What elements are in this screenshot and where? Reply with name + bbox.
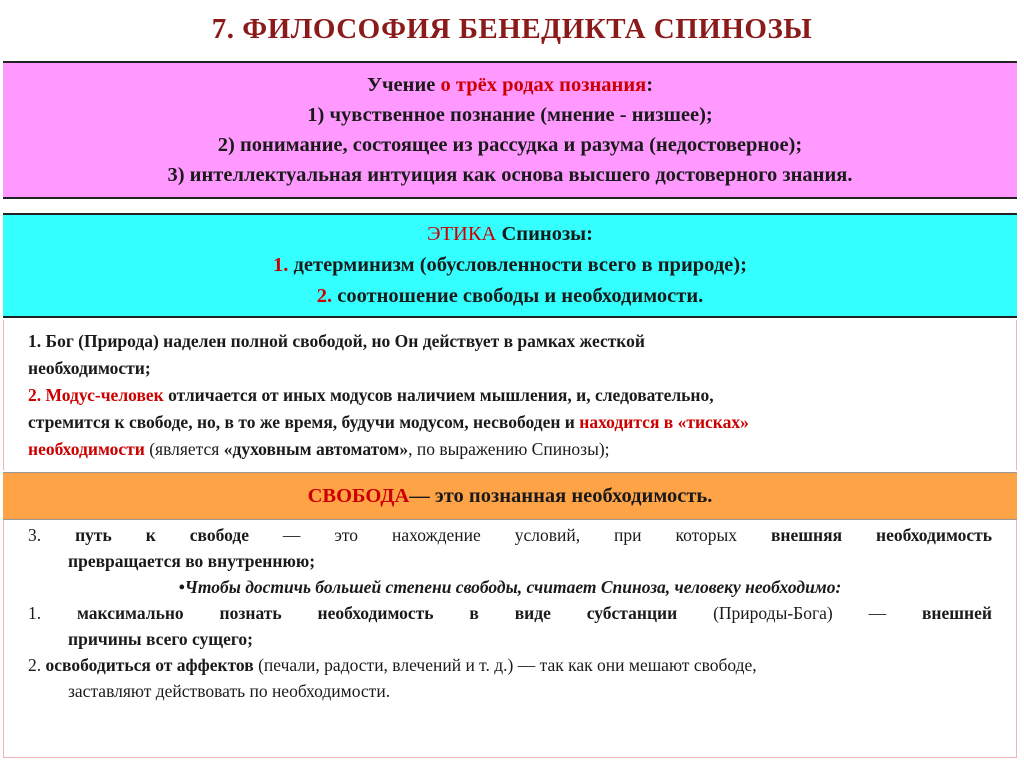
point-2-line-3-normal-2: , по выражению Спинозы);	[408, 439, 610, 459]
path-3-bold: путь к свободе	[75, 525, 249, 545]
point-2-line-2-red: находится в «тисках»	[579, 412, 749, 432]
ethics-item-text: соотношение свободы и необходимости.	[332, 285, 704, 307]
knowledge-intro	[367, 70, 653, 100]
point-2-line-2-text: стремится к свободе, но, в то же время, будучи модусом, несвободен и	[28, 412, 580, 432]
path-3-line-2: превращается во внутреннюю;	[68, 551, 316, 571]
point-1-line-2: необходимости;	[28, 358, 151, 378]
ethics-item-number: 1.	[273, 254, 289, 276]
path-item-1-line-1	[28, 600, 992, 626]
ethics-item	[273, 250, 747, 281]
slide-title: 7. ФИЛОСОФИЯ БЕНЕДИКТА СПИНОЗЫ	[211, 12, 813, 45]
path-item-1-number: 1.	[28, 603, 77, 623]
path-item-1-line-2: причины всего сущего;	[68, 629, 253, 649]
ethics-panel	[3, 213, 1017, 318]
knowledge-intro-suffix: :	[646, 74, 654, 96]
knowledge-item: 3) интеллектуальная интуиция как основа высшего достоверного знания.	[167, 164, 853, 186]
freedom-highlight: СВОБОДА	[307, 484, 410, 507]
path-item-2-normal: (печали, радости, влечений и т. д.) — так как они мешают свободе,	[253, 655, 757, 675]
point-2-line-2	[28, 409, 990, 436]
knowledge-item: 1) чувственное познание (мнение - низшее);	[307, 104, 713, 126]
knowledge-panel	[3, 61, 1017, 199]
point-2-highlight: Модус-человек	[45, 385, 164, 405]
points-panel	[3, 320, 1017, 470]
path-3-bold-2: внешняя необходимость	[770, 525, 993, 545]
point-2-line-1-rest: отличается от иных модусов наличием мышления, и, следовательно,	[163, 385, 714, 405]
path-item-1-bold: максимально познать необходимость в виде субстанции	[77, 603, 678, 623]
ethics-item	[317, 281, 704, 312]
knowledge-item: 2) понимание, состоящее из рассудка и разума (недостоверное);	[217, 134, 803, 156]
point-2-line-1	[28, 382, 990, 409]
ethics-item-text: детерминизм (обусловленности всего в природе);	[288, 254, 747, 276]
path-3-number: 3.	[28, 525, 76, 545]
point-2-line-3-normal-1: (является	[144, 439, 224, 459]
knowledge-intro-highlight: о трёх родах познания	[440, 74, 647, 96]
path-panel	[3, 520, 1017, 758]
path-3-line-1	[28, 522, 992, 548]
path-bullet: •Чтобы достичь большей степени свободы, считает Спиноза, человеку необходимо:	[178, 577, 842, 597]
path-item-1-bold-2: внешней	[921, 603, 992, 623]
ethics-heading-rest: Спинозы:	[496, 223, 594, 245]
point-1-line-1: 1. Бог (Природа) наделен полной свободой, но Он действует в рамках жесткой	[28, 331, 645, 351]
freedom-definition: — это познанная необходимость.	[409, 484, 713, 507]
path-item-2-number: 2.	[28, 655, 46, 675]
path-3-normal: — это нахождение условий, при которых	[248, 525, 771, 545]
freedom-banner	[3, 472, 1017, 520]
path-item-2-line-1	[28, 652, 992, 678]
ethics-item-number: 2.	[316, 285, 333, 307]
point-2-line-3-bold: «духовным автоматом»	[223, 439, 409, 459]
point-2-line-3-red: необходимости	[28, 439, 145, 459]
path-item-1-normal: (Природы-Бога) —	[677, 603, 922, 623]
knowledge-intro-prefix: Учение	[366, 74, 441, 96]
path-item-2-bold: освободиться от аффектов	[45, 655, 254, 675]
path-item-2-line-2: заставляют действовать по необходимости.	[68, 681, 391, 701]
point-2-line-3	[28, 436, 990, 463]
ethics-heading	[427, 219, 593, 250]
ethics-heading-highlight: ЭТИКА	[426, 223, 497, 245]
point-2-number: 2.	[28, 385, 42, 405]
